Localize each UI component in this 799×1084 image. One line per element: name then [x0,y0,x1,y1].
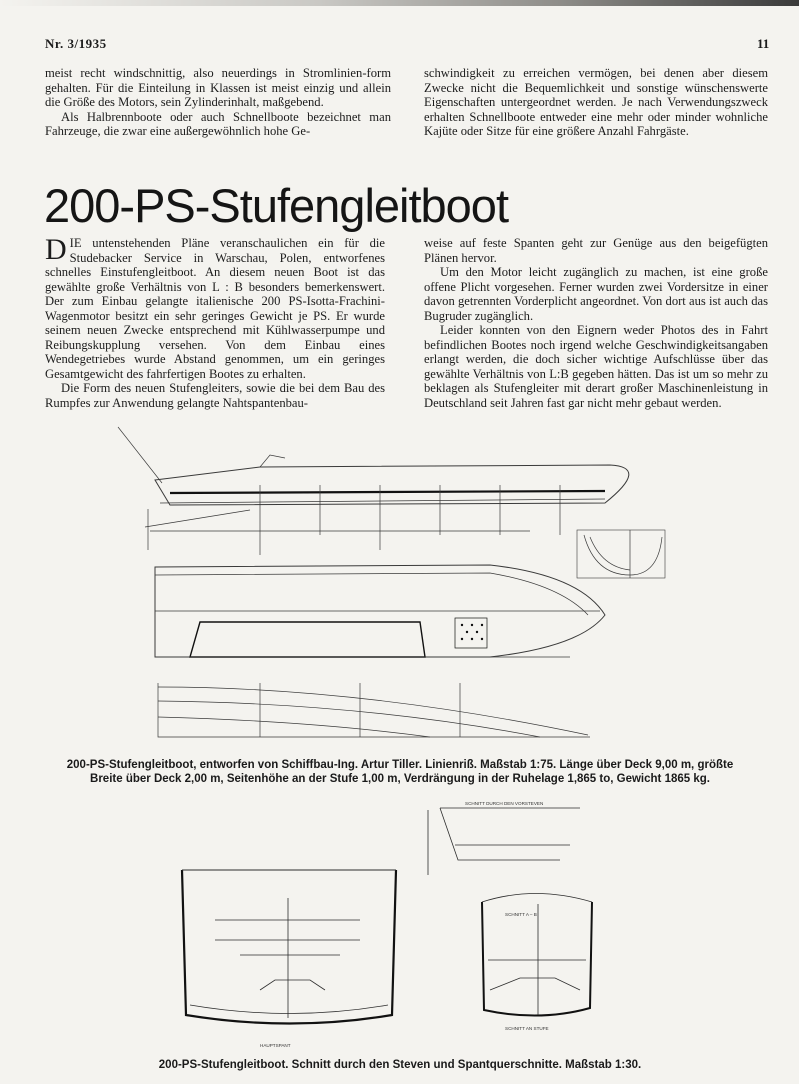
lines-plan-caption-line-1: 200-PS-Stufengleitboot, entworfen von Schiffbau-Ing. Artur Tiller. Linienriß. Maßstab 1:75. Länge über Deck 9,00 m, größte [66,759,734,771]
article-right-p3: Leider konnten von den Eignern weder Photos des in Fahrt befindlichen Bootes noch irgend welche Geschwindigkeitsangaben erlangt werden, die doch sicher wichtige Aufschlüsse über das gewählte Verhältnis von L:B gegeben hätten. Das ist um so mehr zu beklagen als Stufengleiter mit derart großer Maschinenleistung in Deutschland seit Jahren fast gar nicht mehr gebaut werden. [424,323,768,410]
article-right-p1: weise auf feste Spanten geht zur Genüge aus den beigefügten Plänen hervor. [424,236,768,265]
article-title: 200-PS-Stufengleitboot [44,179,508,232]
section-caption: 200-PS-Stufengleitboot. Schnitt durch den Steven und Spantquerschnitte. Maßstab 1:30. [158,1059,642,1071]
lines-plan-caption [30,758,770,786]
article-right-p2: Um den Motor leicht zugänglich zu machen, ist eine große offene Plicht vorgesehen. Ferner wurden zwei Vordersitze in einer davon getrennten Vorderplicht angeordnet. Von dort aus ist auch das Bugruder zugänglich. [424,265,768,323]
lines-plan-drawing [110,425,700,755]
page-edge-shadow [0,0,799,6]
lines-plan-caption-line-2: Breite über Deck 2,00 m, Seitenhöhe an der Stufe 1,00 m, Verdrängung in der Ruhelage 1,865 to, Gewicht 1865 kg. [90,773,710,785]
label-hauptspant: HAUPTSPANT [260,1043,291,1048]
article-right-column [424,236,768,410]
intro-left-column [45,66,391,139]
cross-section-drawing [110,800,690,1055]
label-section-ab: SCHNITT A – B [505,912,537,917]
page-number: 11 [757,36,770,51]
article-left-column [45,233,385,410]
label-section-stufe: SCHNITT AN STUFE [505,1026,549,1031]
article-left-p1: IE untenstehenden Pläne veranschaulichen ein für die Studebacker Service in Warschau, Polen, entworfenes schnelles Einstufengleitboot. An diesem neuen Boot ist das gewählte große Verhältnis von L : B besonders bemerkenswert. Der zum Einbau gelangte italienische 200 PS-Isotta-Frachini-Wagenmotor besitzt ein sehr geringes Gewicht je PS. Er wurde seinem neuen Zwecke entsprechend mit Kühlwasserpumpe und Reibungskupplung versehen. Von dem Einbau eines Wendegetriebes wurde Abstand genommen, um ein geringes Gesamtgewicht des fahrfertigen Bootes zu erhalten. [45,236,385,381]
drop-cap: D [45,233,67,266]
section-labels [260,801,549,1048]
intro-left-p2: Als Halbrennboote oder auch Schnellboote bezeichnet man Fahrzeuge, die zwar eine außergewöhnlich hohe Ge- [45,109,391,138]
intro-left-p1: meist recht windschnittig, also neuerdings in Stromlinien-form gehalten. Für die Einteilung in Klassen ist meist einzig und allein die Größe des Motors, sein Zylinderinhalt, maßgebend. [45,66,391,109]
intro-right-p1: schwindigkeit zu erreichen vermögen, bei denen aber diesem Zwecke nicht die Bequemlichkeit und sonstige wünschenswerte Eigenschaften untergeordnet werden. Je nach Verwendungszweck erhalten Schnellboote entweder eine mehr oder minder wohnliche Kajüte oder Sitze für eine größere Anzahl Fahrgäste. [424,66,768,138]
article-left-p2: Die Form des neuen Stufengleiters, sowie die bei dem Bau des Rumpfes zur Anwendung gelangte Nahtspantenbau- [45,381,385,410]
intro-right-column [424,66,768,139]
label-steven: SCHNITT DURCH DEN VORSTEVEN [465,801,544,806]
issue-number: Nr. 3/1935 [45,36,107,51]
